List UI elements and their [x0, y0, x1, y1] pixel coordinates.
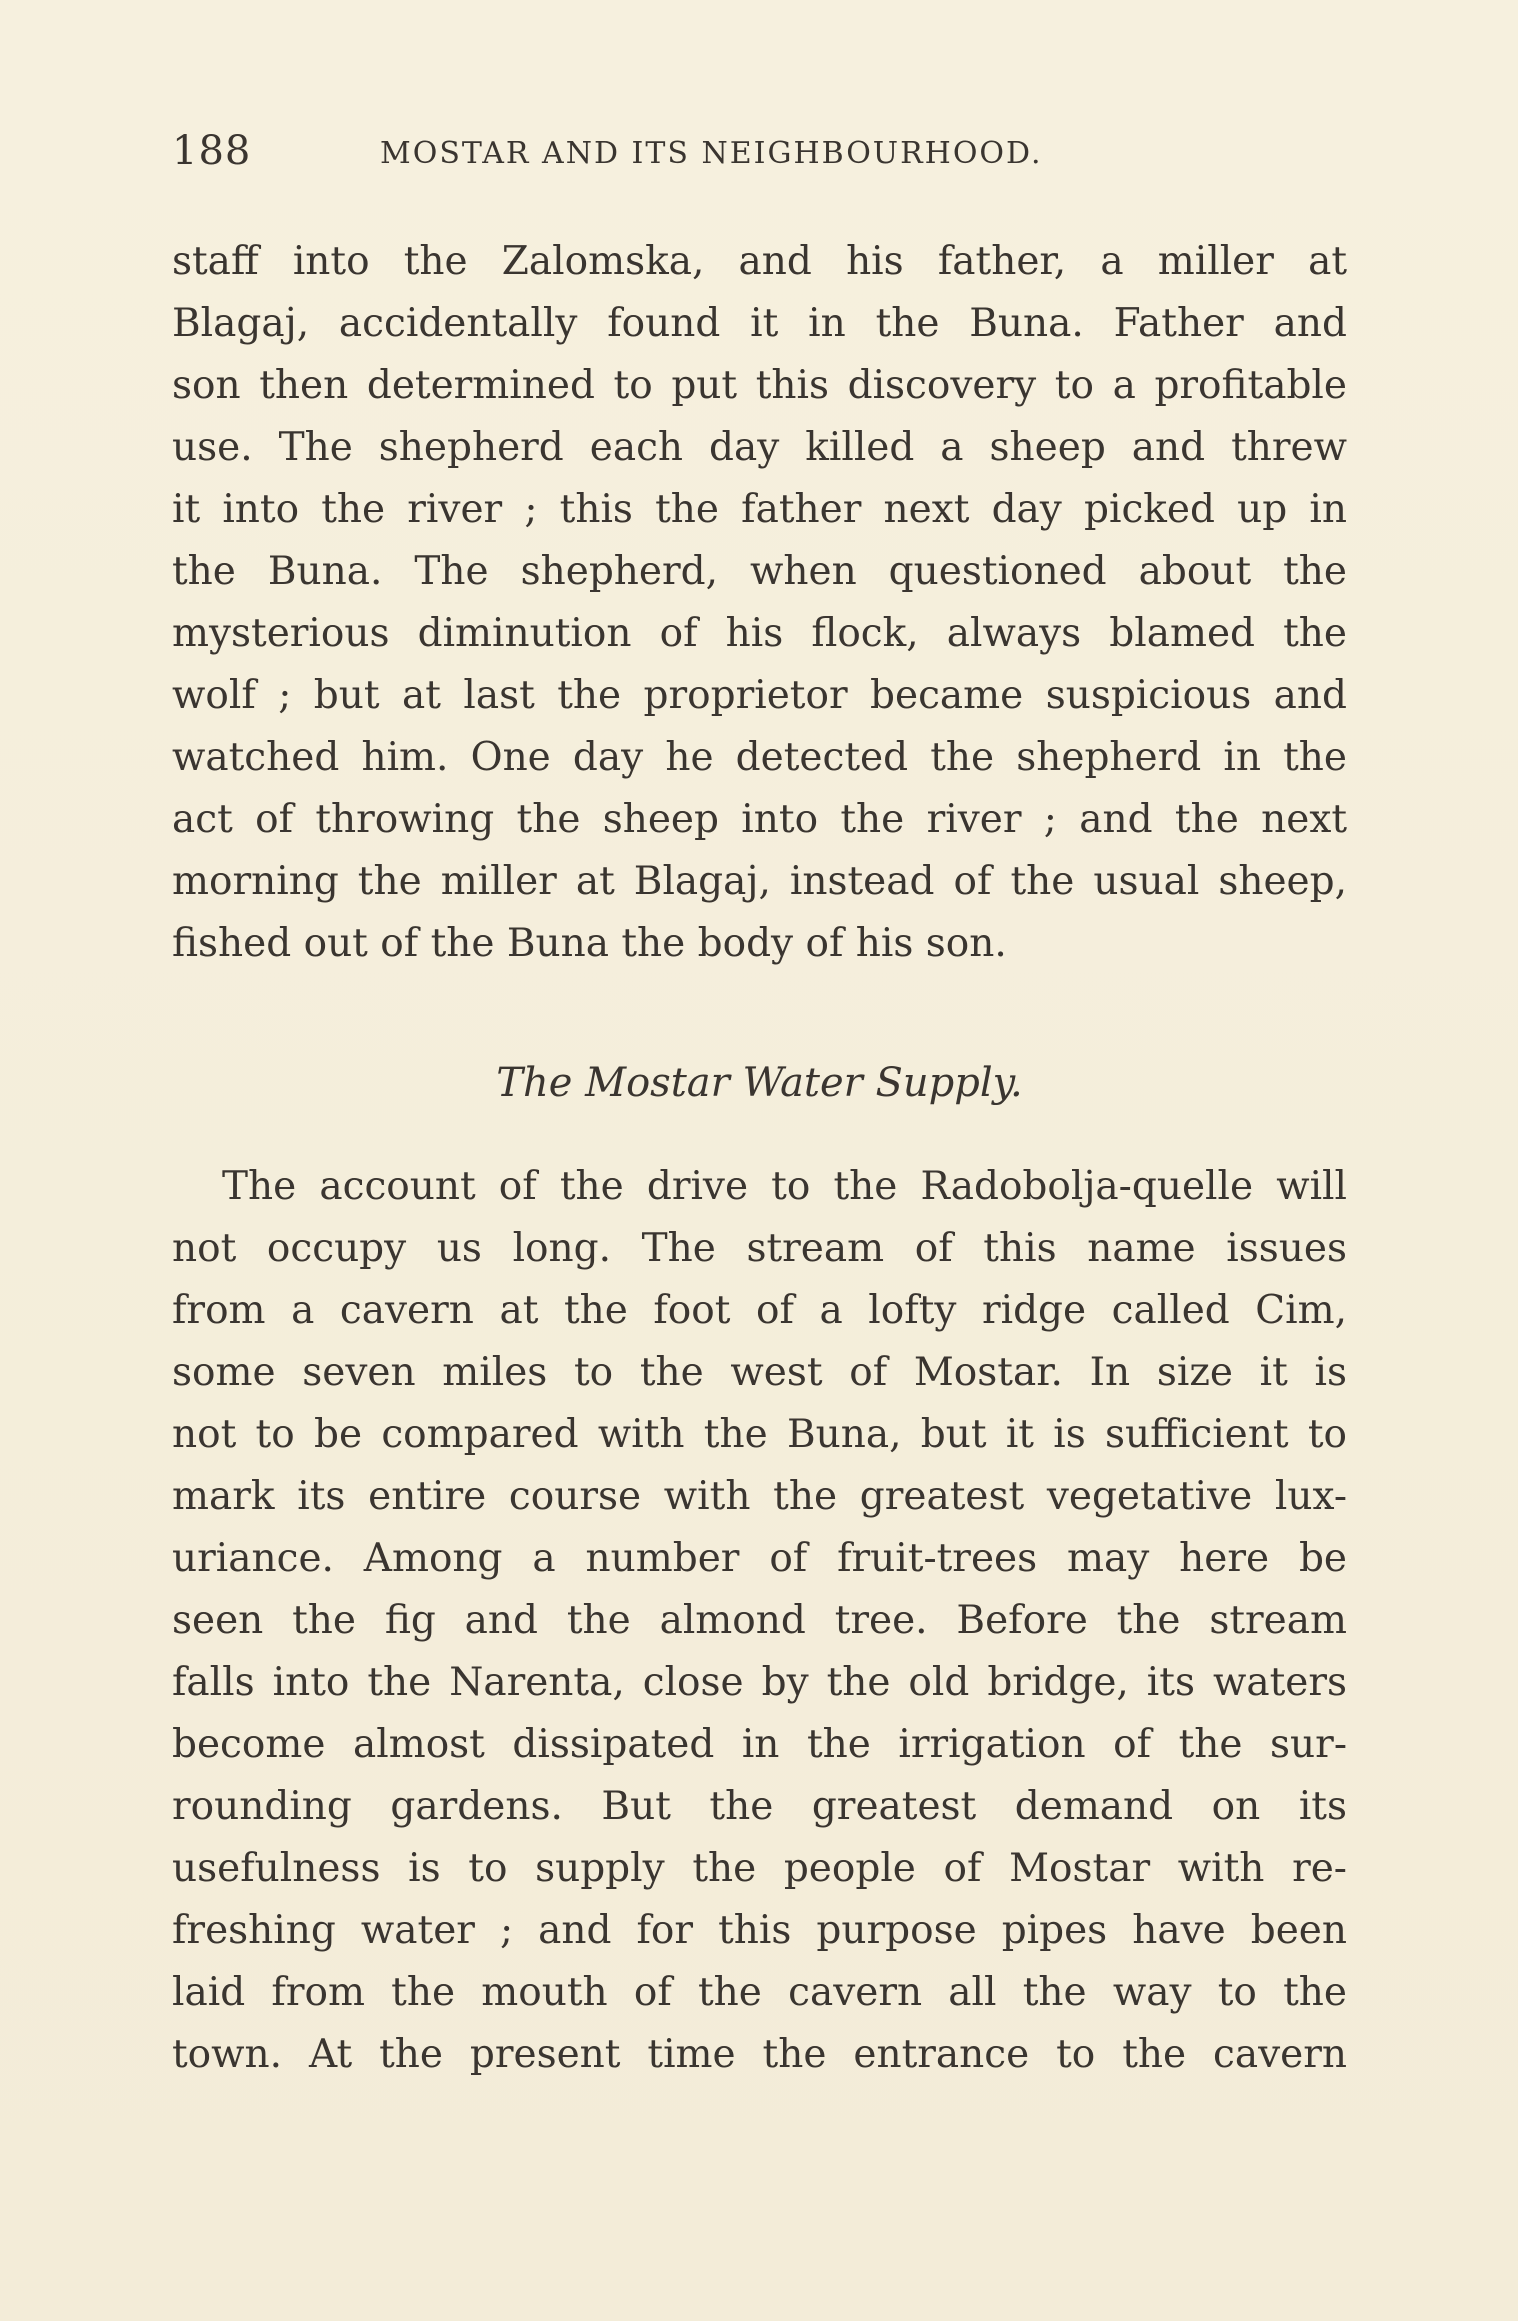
text-line: from a cavern at the foot of a lofty ridge called Cim, — [172, 1288, 1347, 1333]
text-line: fished out of the Buna the body of his son. — [172, 921, 1007, 966]
text-line: not to be compared with the Buna, but it is sufficient to — [172, 1412, 1347, 1457]
text-line: not occupy us long. The stream of this name issues — [172, 1226, 1347, 1271]
text-line: become almost dissipated in the irrigation of the sur- — [172, 1722, 1347, 1767]
page-number: 188 — [172, 128, 252, 174]
text-line: rounding gardens. But the greatest demand on its — [172, 1784, 1347, 1829]
section-heading: The Mostar Water Supply. — [496, 1060, 1023, 1106]
text-line: The account of the drive to the Radobolja-quelle will — [222, 1164, 1347, 1209]
text-line: usefulness is to supply the people of Mostar with re- — [172, 1846, 1347, 1891]
text-line: act of throwing the sheep into the river ; and the next — [172, 797, 1347, 842]
running-head — [172, 128, 1352, 188]
text-line: use. The shepherd each day killed a sheep and threw — [172, 425, 1347, 470]
text-line: mark its entire course with the greatest vegetative lux- — [172, 1474, 1347, 1519]
text-line: town. At the present time the entrance to the cavern — [172, 2032, 1347, 2077]
text-line: mysterious diminution of his flock, always blamed the — [172, 611, 1347, 656]
text-line: laid from the mouth of the cavern all the way to the — [172, 1970, 1347, 2015]
text-line: some seven miles to the west of Mostar. In size it is — [172, 1350, 1347, 1395]
text-line: watched him. One day he detected the shepherd in the — [172, 735, 1347, 780]
text-line: seen the fig and the almond tree. Before the stream — [172, 1598, 1347, 1643]
text-line: falls into the Narenta, close by the old bridge, its waters — [172, 1660, 1347, 1705]
running-title: MOSTAR AND ITS NEIGHBOURHOOD. — [380, 136, 1043, 171]
text-line: son then determined to put this discovery to a profitable — [172, 363, 1347, 408]
text-line: freshing water ; and for this purpose pipes have been — [172, 1908, 1347, 1953]
text-line: staff into the Zalomska, and his father, a miller at — [172, 239, 1347, 284]
text-line: Blagaj, accidentally found it in the Buna. Father and — [172, 301, 1347, 346]
text-line: uriance. Among a number of fruit-trees may here be — [172, 1536, 1347, 1581]
text-line: the Buna. The shepherd, when questioned about the — [172, 549, 1347, 594]
text-line: it into the river ; this the father next day picked up in — [172, 487, 1347, 532]
text-line: morning the miller at Blagaj, instead of the usual sheep, — [172, 859, 1347, 904]
text-line: wolf ; but at last the proprietor became suspicious and — [172, 673, 1347, 718]
